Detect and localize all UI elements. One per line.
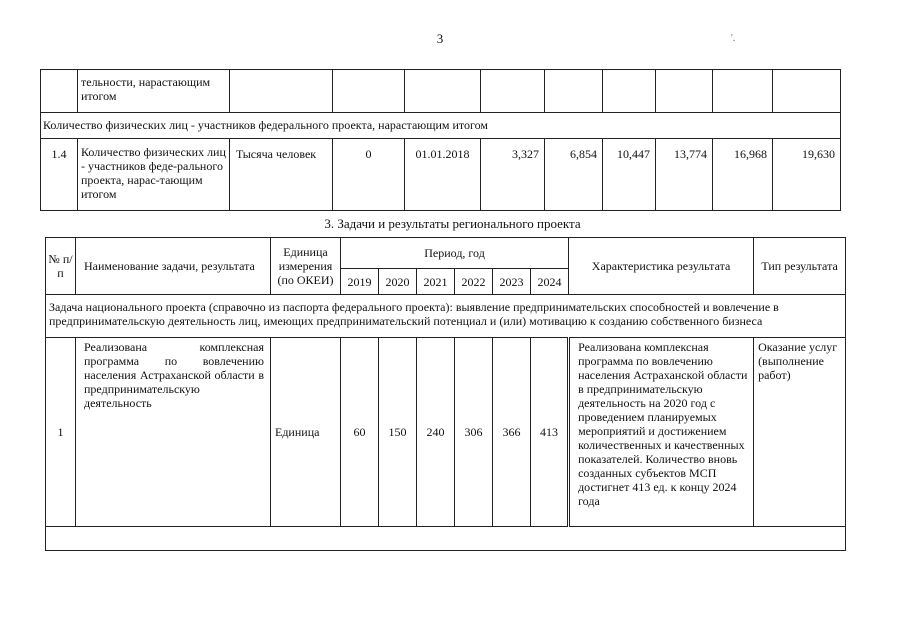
- result-type: Оказание услуг (выполнение работ): [754, 338, 846, 527]
- result-name: Реализована комплексная программа по вовлечению населения Астраханской области в предпринимательскую деятельность: [76, 338, 271, 527]
- row-name: Количество физических лиц - участников феде-рального проекта, нарас-тающим итогом: [78, 139, 230, 211]
- result-value: 150: [379, 338, 417, 527]
- table-row: [41, 139, 841, 211]
- header-year: 2022: [455, 269, 493, 295]
- row-base-date: 01.01.2018: [405, 139, 481, 211]
- result-value: 413: [531, 338, 569, 527]
- header-period: Период, год: [341, 238, 569, 269]
- result-number: 1: [46, 338, 76, 527]
- row-value: 3,327: [481, 139, 545, 211]
- result-unit: Единица: [271, 338, 341, 527]
- header-row: [46, 238, 846, 269]
- row-value: 10,447: [603, 139, 656, 211]
- page-number: 3: [436, 31, 444, 46]
- header-year: 2020: [379, 269, 417, 295]
- group-header-row: [41, 113, 841, 139]
- result-characteristic: Реализована комплексная программа по вовлечению населения Астраханской области в предпринимательскую деятельность на 2020 год с проведением планируемых мероприятий и достижением количественных и качественных показателей. Количество вновь созданных субъектов МСП достигнет 413 ед. к концу 2024 года: [569, 338, 754, 527]
- upper-table: [40, 69, 841, 211]
- result-row: [46, 338, 846, 527]
- group-header: Количество физических лиц - участников федерального проекта, нарастающим итогом: [41, 113, 841, 139]
- row-unit: Тысяча человек: [230, 139, 333, 211]
- header-num: № п/п: [46, 238, 76, 295]
- section-title: 3. Задачи и результаты регионального проекта: [324, 216, 581, 231]
- row-value: 16,968: [713, 139, 773, 211]
- task-row: [46, 295, 846, 338]
- task-text: Задача национального проекта (справочно из паспорта федерального проекта): выявление предпринимательских способностей и вовлечение в предпринимательскую деятельность лиц, имеющих предпринимательский потенциал и (или) мотивацию к созданию собственного бизнеса: [46, 295, 846, 338]
- continued-row: [41, 70, 841, 113]
- header-type: Тип результата: [754, 238, 846, 295]
- header-name: Наименование задачи, результата: [76, 238, 271, 295]
- tasks-table: [45, 237, 846, 551]
- row-base-value: 0: [333, 139, 405, 211]
- header-year: 2024: [531, 269, 569, 295]
- header-characteristic: Характеристика результата: [569, 238, 754, 295]
- empty-row: [46, 527, 846, 551]
- row-value: 19,630: [773, 139, 841, 211]
- header-year: 2019: [341, 269, 379, 295]
- header-year: 2021: [417, 269, 455, 295]
- header-unit: Единица измерения (по ОКЕИ): [271, 238, 341, 295]
- row-number: 1.4: [41, 139, 78, 211]
- result-value: 366: [493, 338, 531, 527]
- continued-row-name: тельности, нарастающим итогом: [78, 70, 230, 113]
- result-value: 60: [341, 338, 379, 527]
- row-value: 13,774: [656, 139, 713, 211]
- result-value: 240: [417, 338, 455, 527]
- header-year: 2023: [493, 269, 531, 295]
- result-value: 306: [455, 338, 493, 527]
- scan-speck: '.: [731, 33, 736, 44]
- row-value: 6,854: [545, 139, 603, 211]
